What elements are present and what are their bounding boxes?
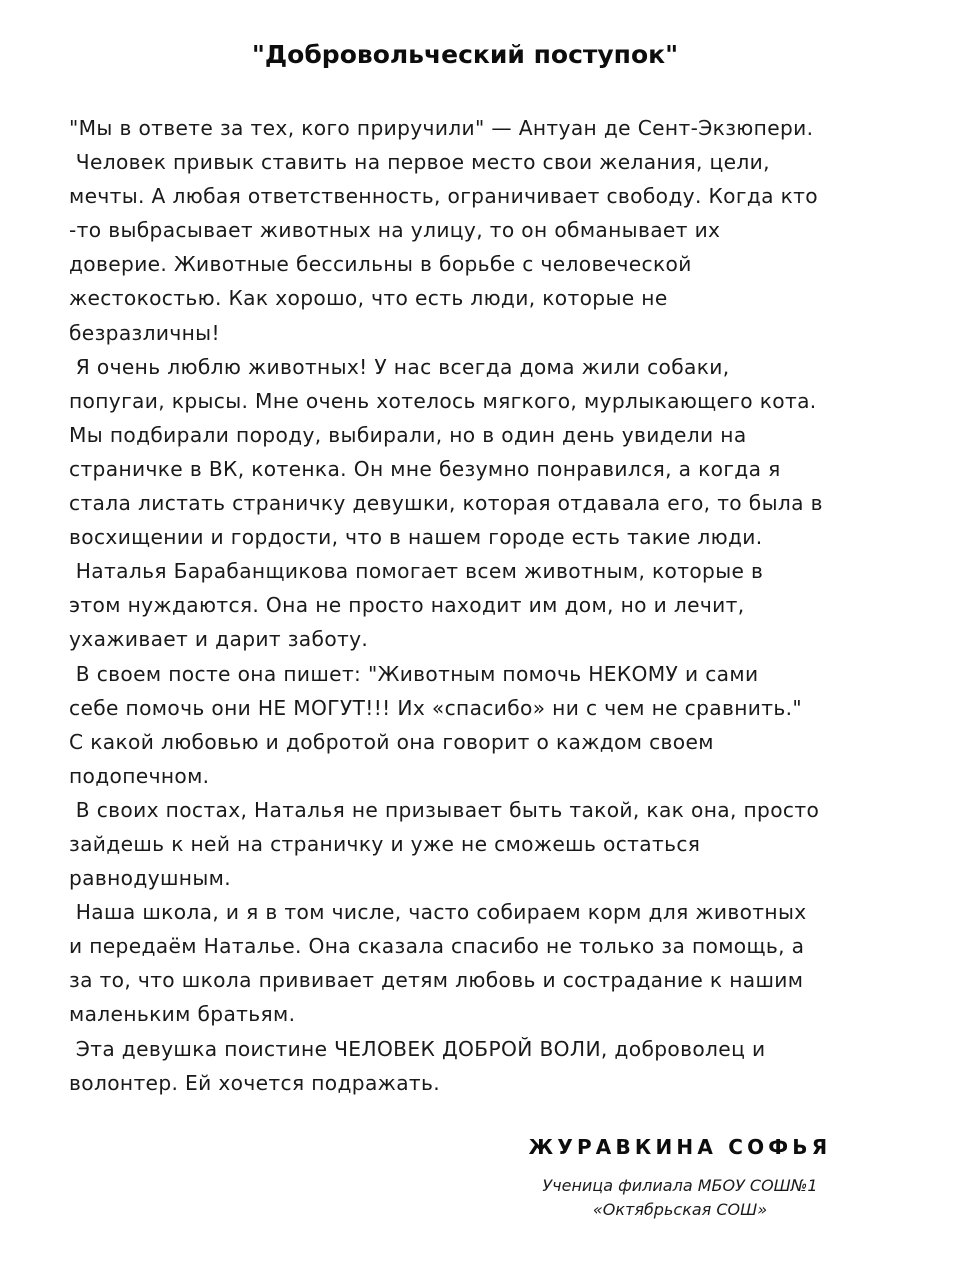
text-line: восхищении и гордости, что в нашем городе есть такие люди. — [69, 525, 763, 550]
text-line: Мы подбирали породу, выбирали, но в один день увидели на — [69, 422, 747, 447]
text-line: страничке в ВК, котенка. Он мне безумно понравился, а когда я — [69, 456, 781, 481]
text-line: Наша школа, и я в том числе, часто собираем корм для животных — [69, 900, 807, 925]
text-line: -то выбрасывает животных на улицу, то он обманывает их — [69, 218, 721, 243]
text-line: Эта девушка поистине ЧЕЛОВЕК ДОБРОЙ ВОЛИ, доброволец и — [69, 1036, 766, 1061]
text-line: себе помочь они НЕ МОГУТ!!! Их «спасибо» ни с чем не сравнить." — [69, 695, 803, 720]
document-title: "Добровольческий поступок" — [251, 40, 679, 69]
author-name: ЖУРАВКИНА СОФЬЯ — [528, 1135, 832, 1159]
text-line: Наталья Барабанщикова помогает всем животным, которые в — [69, 559, 764, 584]
author-role-line-2: «Октябрьская СОШ» — [592, 1200, 768, 1219]
text-line: волонтер. Ей хочется подражать. — [69, 1070, 441, 1095]
text-line: С какой любовью и добротой она говорит о каждом своем — [69, 729, 714, 754]
text-line: мечты. А любая ответственность, ограничивает свободу. Когда кто — [69, 184, 818, 209]
text-line: доверие. Животные бессильны в борьбе с человеческой — [69, 252, 692, 277]
text-line: "Мы в ответе за тех, кого приручили" — Антуан де Сент-Экзюпери. — [69, 116, 814, 140]
text-line: и передаём Наталье. Она сказала спасибо не только за помощь, а — [69, 934, 805, 959]
text-line: маленьким братьям. — [69, 1002, 296, 1027]
text-line: жестокостью. Как хорошо, что есть люди, которые не — [69, 286, 668, 311]
author-role — [490, 1174, 870, 1222]
author-role-line-1: Ученица филиала МБОУ СОШ№1 — [542, 1176, 818, 1195]
text-line: В своих постах, Наталья не призывает быть такой, как она, просто — [69, 797, 820, 822]
essay-body — [69, 111, 919, 1100]
text-line: подопечном. — [69, 763, 210, 788]
text-line: равнодушным. — [69, 866, 231, 891]
text-line: зайдешь к ней на страничку и уже не сможешь остаться — [69, 831, 701, 856]
text-line: Я очень люблю животных! У нас всегда дома жили собаки, — [69, 354, 730, 379]
text-line: стала листать страничку девушки, которая отдавала его, то была в — [69, 491, 823, 516]
text-line: попугаи, крысы. Мне очень хотелось мягкого, мурлыкающего кота. — [69, 388, 817, 413]
signature-block — [490, 1132, 870, 1222]
text-line: ухаживает и дарит заботу. — [69, 627, 369, 652]
text-line: Человек привык ставить на первое место свои желания, цели, — [69, 150, 770, 175]
text-line: безразличны! — [69, 320, 220, 345]
text-line: этом нуждаются. Она не просто находит им дом, но и лечит, — [69, 593, 745, 618]
text-line: В своем посте она пишет: "Животным помочь НЕКОМУ и сами — [69, 661, 759, 686]
text-line: за то, что школа прививает детям любовь и сострадание к нашим — [69, 968, 804, 993]
